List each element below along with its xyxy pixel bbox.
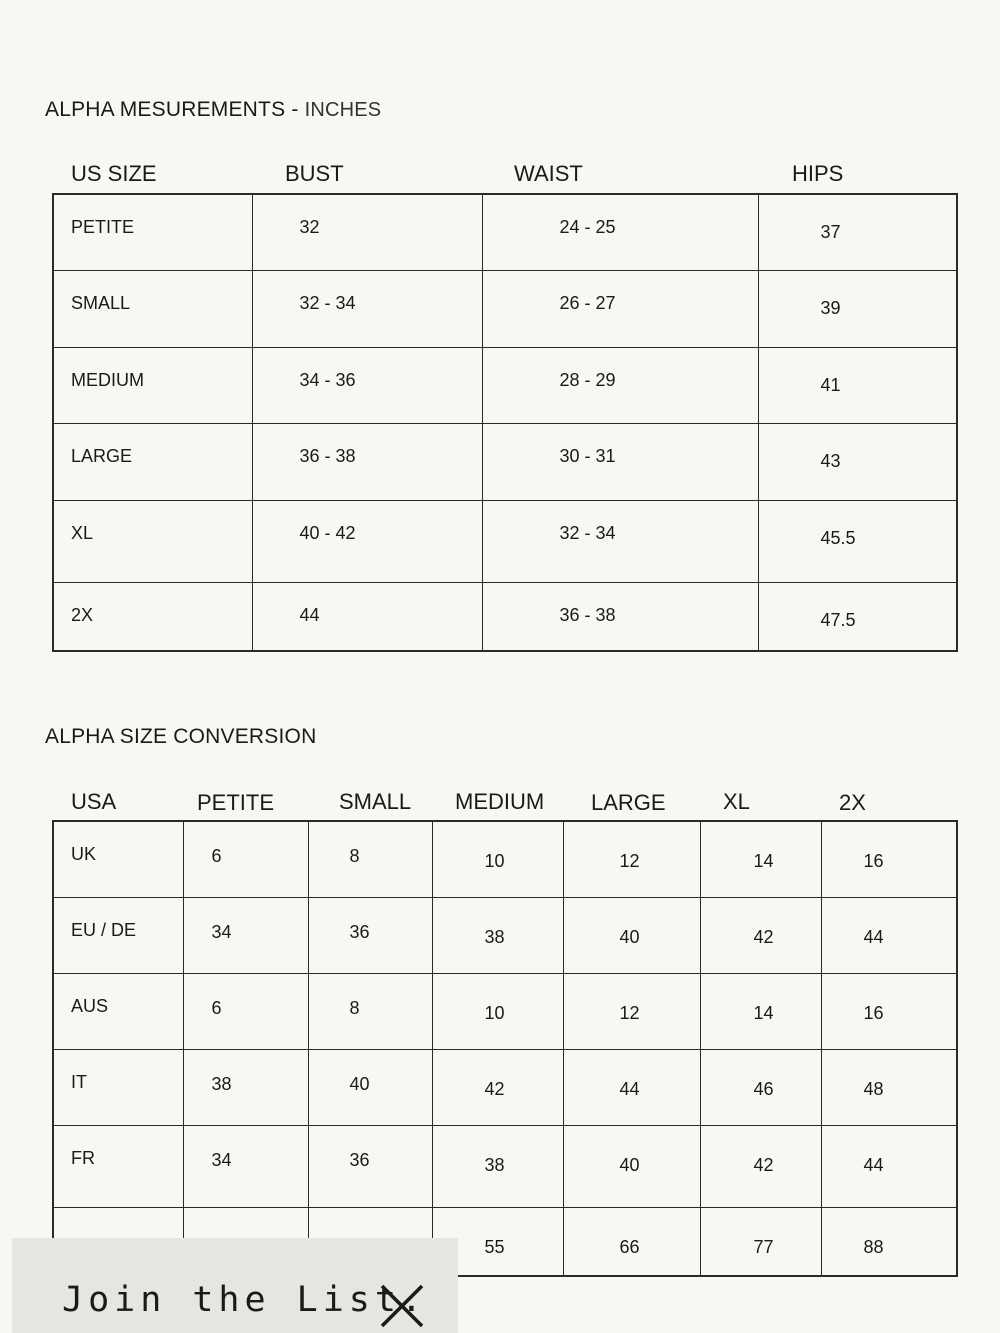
cell-value: 36 [349,1149,370,1170]
table-cell [183,821,308,897]
cell-value: 8 [349,846,360,866]
cell-value: 66 [619,1236,640,1257]
table-cell [308,1125,432,1207]
table-cell [432,1125,563,1207]
cell-value: 28 - 29 [559,369,616,390]
table-cell [53,270,252,347]
table-cell [482,194,758,270]
table-cell [821,973,957,1049]
cell-value: 88 [863,1236,884,1257]
cell-value: 77 [753,1236,774,1257]
table-row [53,582,957,651]
col-header-small: SMALL [339,789,412,814]
table-cell [700,1125,821,1207]
table-cell [252,500,482,582]
cell-value: 37 [820,222,841,242]
cell-value: 40 [619,1154,640,1175]
close-icon[interactable] [380,1284,424,1328]
measurements-title-main: ALPHA MESUREMENTS [45,98,286,121]
table-cell [53,1125,183,1207]
cell-value: 32 - 34 [299,292,356,313]
cell-value: 36 - 38 [299,445,356,466]
cell-value: 40 [619,926,640,947]
join-list-banner[interactable] [12,1238,458,1333]
table-cell [252,347,482,423]
measurements-title [45,98,381,122]
col-header-2x: 2X [839,790,866,815]
table-cell [482,423,758,500]
table-row [53,1049,957,1125]
cell-value: SMALL [71,292,131,313]
cell-value: 44 [863,926,884,947]
cell-value: 34 - 36 [299,369,356,390]
table-row [53,500,957,582]
table-cell [482,582,758,651]
cell-value: 2X [71,604,94,625]
cell-value: 16 [863,1002,884,1023]
table-row [53,1125,957,1207]
cell-value: 12 [619,851,640,871]
table-cell [482,500,758,582]
cell-value: 38 [211,1073,232,1094]
cell-value: 48 [863,1078,884,1099]
cell-value: 32 - 34 [559,522,616,543]
table-cell [53,973,183,1049]
table-cell [432,973,563,1049]
cell-value: 38 [484,926,505,947]
col-header-us-size: US SIZE [71,161,157,186]
table-cell [821,821,957,897]
table-row [53,270,957,347]
cell-value: 43 [820,450,841,471]
table-row [53,194,957,270]
cell-value: 10 [484,1002,505,1023]
cell-value: 6 [211,846,222,866]
cell-value: 44 [863,1154,884,1175]
table-row [53,347,957,423]
cell-value: 14 [753,1002,774,1023]
cell-value: 24 - 25 [559,217,616,237]
cell-value: 40 [349,1073,370,1094]
cell-value: 41 [820,374,841,395]
cell-value: 38 [484,1154,505,1175]
table-cell [563,1207,700,1276]
table-cell [252,423,482,500]
table-cell [308,973,432,1049]
table-cell [700,897,821,973]
cell-value: 47.5 [820,609,856,630]
table-cell [252,270,482,347]
measurements-title-unit: INCHES [304,99,382,121]
cell-value: 39 [820,297,841,318]
table-cell [432,821,563,897]
cell-value: 14 [753,851,774,871]
conversion-title: ALPHA SIZE CONVERSION [45,725,317,748]
col-header-bust: BUST [285,161,344,186]
cell-value: 42 [484,1078,505,1099]
table-cell [482,347,758,423]
cell-value: 40 - 42 [299,522,356,543]
table-cell [758,582,957,651]
col-header-usa: USA [71,789,117,814]
table-cell [563,1125,700,1207]
cell-value: IT [71,1071,87,1092]
col-header-hips: HIPS [792,161,844,186]
table-cell [821,1207,957,1276]
table-cell [758,500,957,582]
table-cell [758,423,957,500]
table-cell [308,897,432,973]
cell-value: 42 [753,1154,774,1175]
cell-value: 34 [211,1149,232,1170]
join-list-label[interactable]: Join the List. [62,1280,428,1320]
table-row [53,973,957,1049]
table-cell [700,1049,821,1125]
table-cell [308,821,432,897]
cell-value: 8 [349,997,360,1018]
cell-value: 46 [753,1078,774,1099]
cell-value: 36 [349,921,370,942]
table-cell [821,897,957,973]
table-cell [183,897,308,973]
table-cell [482,270,758,347]
table-cell [53,423,252,500]
col-header-waist: WAIST [514,161,583,186]
cell-value: PETITE [71,217,135,237]
table-cell [183,1125,308,1207]
table-cell [252,194,482,270]
col-header-medium: MEDIUM [455,789,545,814]
table-cell [53,897,183,973]
measurements-table [52,193,958,652]
cell-value: MEDIUM [71,369,144,390]
cell-value: LARGE [71,445,133,466]
table-cell [183,1049,308,1125]
table-cell [252,582,482,651]
table-row [53,897,957,973]
cell-value: 16 [863,851,884,871]
table-cell [700,1207,821,1276]
table-cell [53,1049,183,1125]
table-cell [53,582,252,651]
cell-value: AUS [71,995,109,1016]
conversion-table [52,820,958,1277]
table-cell [563,897,700,973]
table-cell [308,1049,432,1125]
table-cell [53,821,183,897]
table-cell [432,1049,563,1125]
table-cell [183,973,308,1049]
col-header-petite: PETITE [197,790,275,815]
cell-value: 26 - 27 [559,292,616,313]
table-cell [563,1049,700,1125]
table-cell [821,1049,957,1125]
table-row [53,821,957,897]
cell-value: 30 - 31 [559,445,616,466]
cell-value: 36 - 38 [559,604,616,625]
cell-value: 44 [619,1078,640,1099]
table-cell [563,973,700,1049]
title-separator: - [285,98,305,121]
table-row [53,423,957,500]
cell-value: 44 [299,604,320,625]
table-cell [821,1125,957,1207]
table-cell [432,897,563,973]
cell-value: 55 [484,1236,505,1257]
cell-value: 45.5 [820,527,856,548]
cell-value: 42 [753,926,774,947]
table-cell [53,194,252,270]
table-cell [700,821,821,897]
cell-value: UK [71,844,97,864]
cell-value: EU / DE [71,919,137,940]
table-cell [563,821,700,897]
cell-value: 10 [484,851,505,871]
cell-value: 32 [299,217,320,237]
table-cell [758,347,957,423]
cell-value: FR [71,1147,95,1168]
cell-value: 6 [211,997,222,1018]
col-header-large: LARGE [591,790,666,815]
cell-value: XL [71,522,94,543]
col-header-xl: XL [723,789,750,814]
cell-value: 12 [619,1002,640,1023]
table-cell [758,270,957,347]
table-cell [700,973,821,1049]
cell-value: 34 [211,921,232,942]
table-cell [53,347,252,423]
table-cell [758,194,957,270]
table-cell [53,500,252,582]
